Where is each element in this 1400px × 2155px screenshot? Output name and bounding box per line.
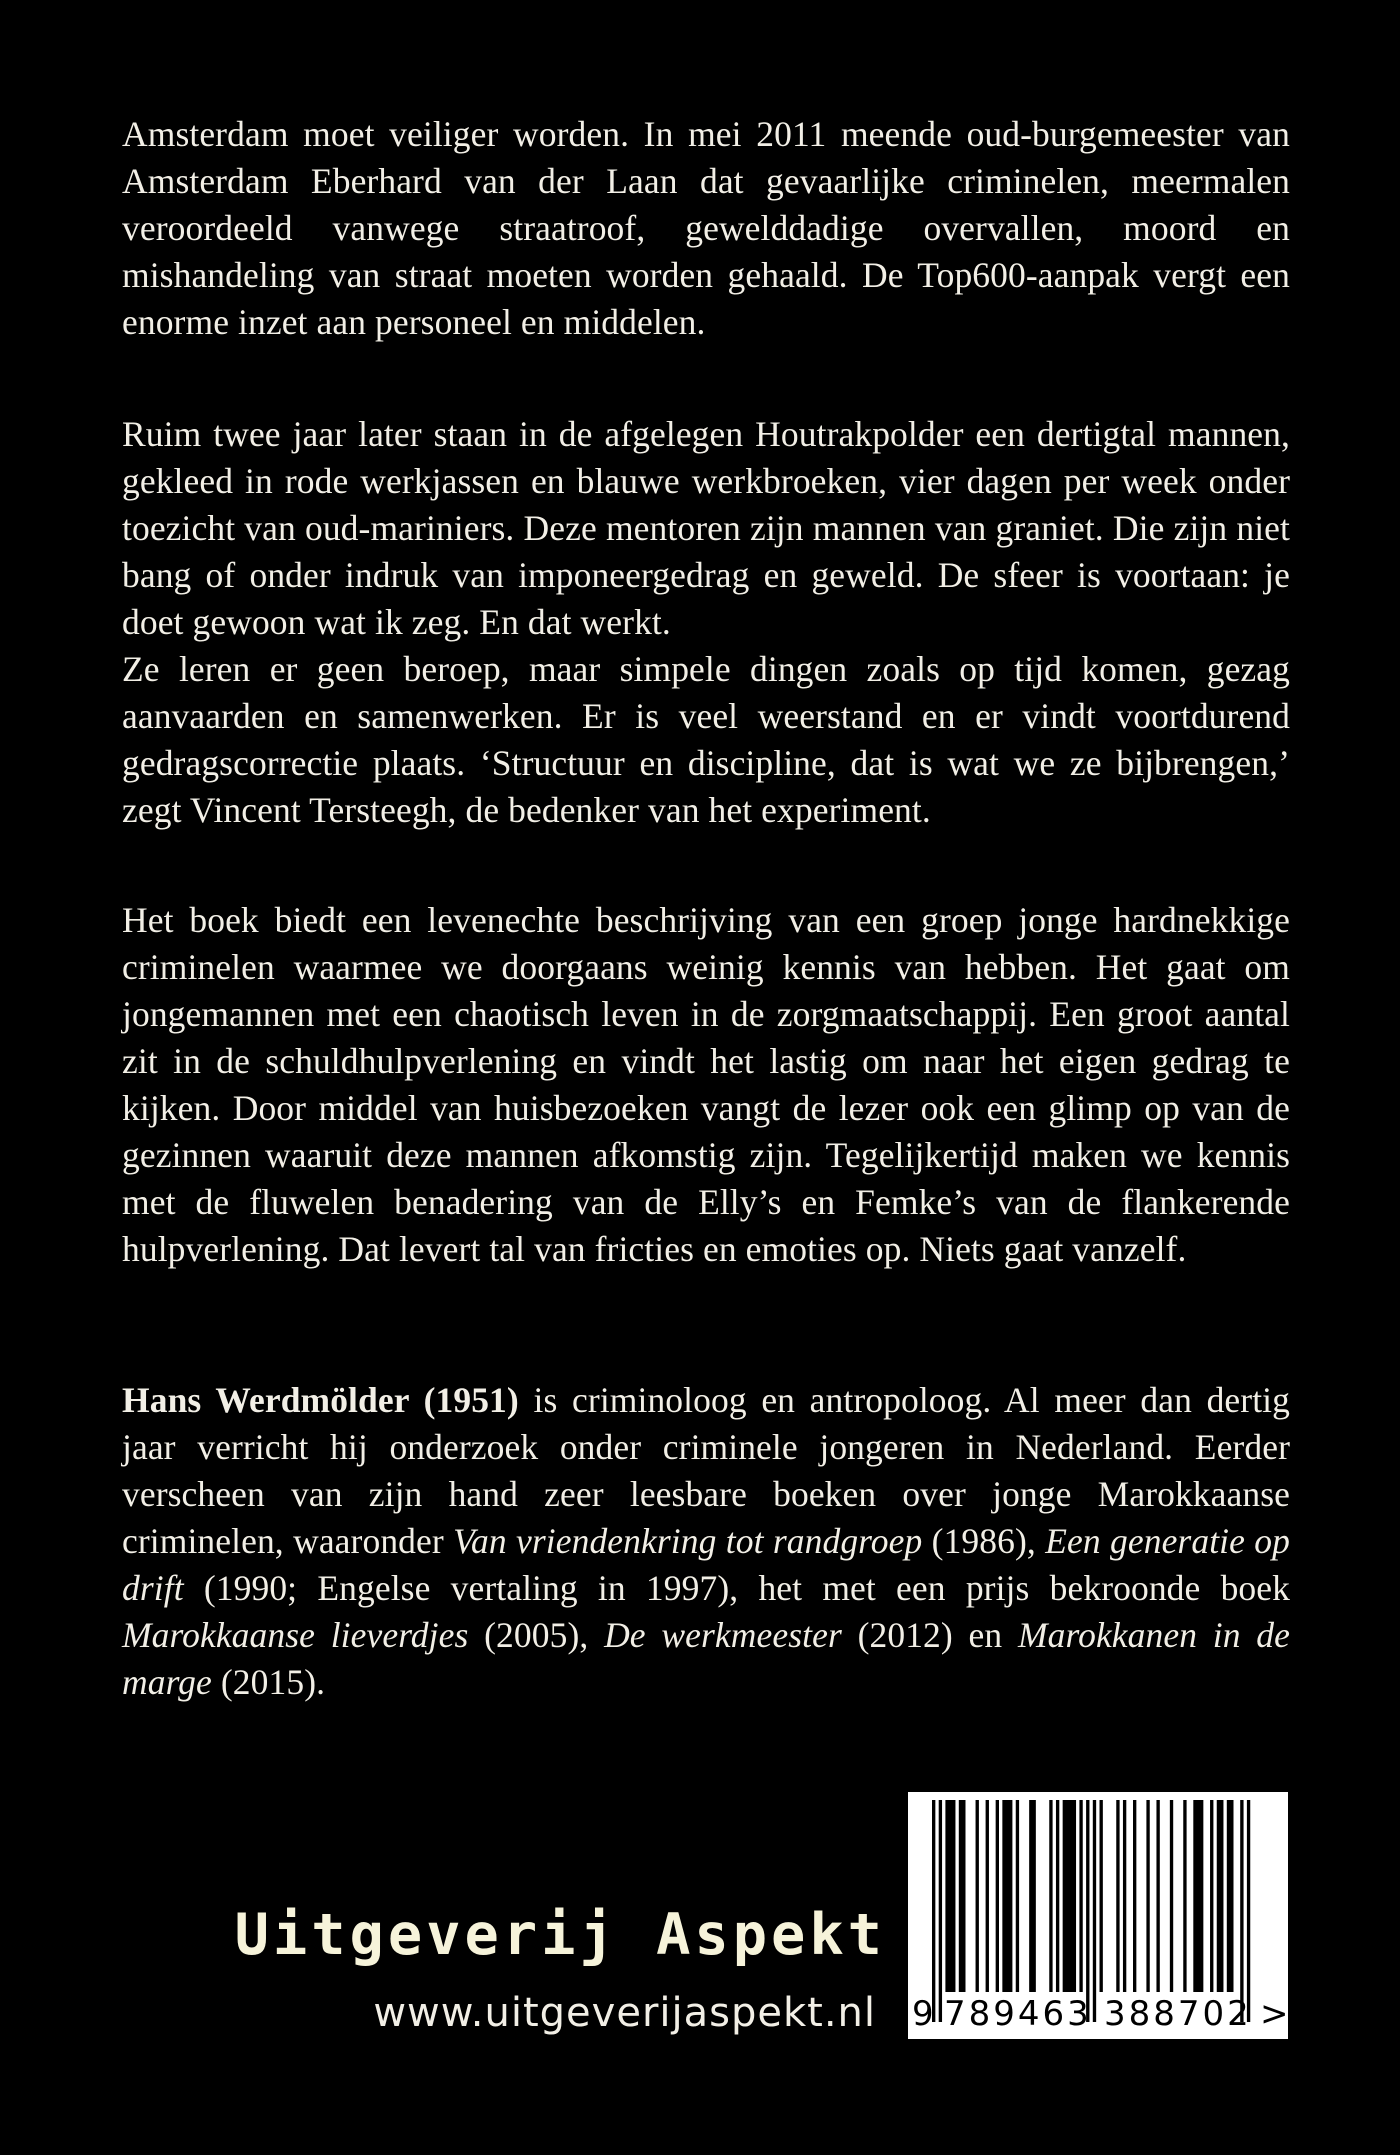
blurb-paragraph-2 — [122, 411, 1290, 834]
isbn-left-group: 789463 — [944, 1994, 1092, 2034]
isbn-barcode — [908, 1792, 1288, 2039]
isbn-right-group: 388702 — [1104, 1994, 1252, 2034]
publisher-url: www.uitgeverijaspekt.nl — [373, 1990, 876, 2036]
barcode-bar — [1029, 1800, 1036, 1992]
blurb-paragraph-3 — [122, 897, 1290, 1273]
author-bio — [122, 1377, 1290, 1706]
isbn-first-digit: 9 — [912, 1994, 934, 2034]
barcode-bar — [1210, 1800, 1213, 1992]
bio-text-segment: is criminoloog en antropoloog. Al meer dan dertig jaar verricht hij onderzoek onder criminele jongeren in Nederland. Eerder verscheen van zijn hand zeer leesbare boeken over jonge Marokkaanse criminelen, waaronder — [122, 1380, 1290, 1561]
book-title: Van vriendenkring tot randgroep — [453, 1521, 923, 1561]
book-title: Marokkaanse lieverdjes — [122, 1615, 469, 1655]
barcode-bar — [1123, 1800, 1126, 1992]
barcode-guard-bar — [939, 1800, 942, 2022]
barcode-bar — [1002, 1800, 1012, 1992]
barcode-guard-bar — [1086, 1800, 1089, 2022]
barcode-guard-bar — [1240, 1800, 1243, 2022]
barcode-bar — [1049, 1800, 1052, 1992]
isbn-quiet-zone-arrow: > — [1260, 1994, 1289, 2034]
bio-text-segment: (2015). — [211, 1662, 326, 1702]
blurb-text-2a: Ruim twee jaar later staan in de afgelegen Houtrakpolder een dertigtal mannen, gekleed in rode werkjassen en blauwe werkbroeken, vier dagen per week onder toezicht van oud-mariniers. Deze mentoren zijn mannen van graniet. Die zijn niet bang of onder indruk van imponeergedrag en geweld. De sfeer is voortaan: je doet gewoon wat ik zeg. En dat werkt. — [122, 414, 1290, 642]
blurb-paragraph-1 — [122, 111, 1290, 346]
blurb-text-3: Het boek biedt een levenechte beschrijving van een groep jonge hardnekkige criminelen waarmee we doorgaans weinig kennis van hebben. Het gaat om jongemannen met een chaotisch leven in de zorgmaatschappij. Een groot aantal zit in de schuldhulpverlening en vindt het lastig om naar het eigen gedrag te kijken. Door middel van huisbezoeken vangt de lezer ook een glimp op van de gezinnen waaruit deze mannen afkomstig zijn. Tegelijkertijd maken we kennis met de fluwelen benadering van de Elly’s en Femke’s van de flankerende hulpverlening. Dat levert tal van fricties en emoties op. Niets gaat vanzelf. — [122, 900, 1290, 1269]
barcode-bar — [1170, 1800, 1173, 1992]
publisher-logo: Uitgeverij Aspekt — [234, 1902, 886, 1968]
author-bio-text — [122, 1377, 1290, 1706]
barcode-bar — [1193, 1800, 1203, 1992]
barcode-bar — [1079, 1800, 1082, 1992]
barcode-bar — [1183, 1800, 1186, 1992]
barcode-bar — [1156, 1800, 1159, 1992]
barcode-bar — [1116, 1800, 1119, 1992]
barcode-bar — [945, 1800, 955, 1992]
barcode-guard-bar — [932, 1800, 935, 2022]
barcode-guard-bar — [1093, 1800, 1096, 2022]
barcode-bar — [976, 1800, 979, 1992]
barcode-bar — [959, 1800, 966, 1992]
bio-text-segment: (1986), — [922, 1521, 1046, 1561]
bio-text-segment: (2012) en — [841, 1615, 1018, 1655]
barcode-bar — [986, 1800, 989, 1992]
barcode-bar — [1217, 1800, 1224, 1992]
barcode-bar — [1056, 1800, 1059, 1992]
book-title: De werkmeester — [604, 1615, 842, 1655]
barcode-bar — [1100, 1800, 1103, 1992]
barcode-digits — [908, 1992, 1288, 2038]
barcode-guard-bar — [1247, 1800, 1250, 2022]
bio-text-segment: (1990; Engelse vertaling in 1997), het met een prijs bekroonde boek — [183, 1568, 1290, 1608]
bio-text-segment: (2005), — [468, 1615, 605, 1655]
barcode-bar — [1063, 1800, 1076, 1992]
book-title: Een generatie op drift — [122, 1521, 1291, 1608]
book-title: Marokkanen in de marge — [122, 1615, 1290, 1702]
blurb-text-1: Amsterdam moet veiliger worden. In mei 2011 meende oud-burgemeester van Amsterdam Eberhard van der Laan dat gevaarlijke criminelen, meermalen veroordeeld vanwege straatroof, gewelddadige overvallen, moord en mishandeling van straat moeten worden gehaald. De Top600-aanpak vergt een enorme inzet aan personeel en middelen. — [122, 114, 1290, 342]
barcode-bar — [1133, 1800, 1136, 1992]
barcode-bar — [996, 1800, 999, 1992]
blurb-text-2b: Ze leren er geen beroep, maar simpele dingen zoals op tijd komen, gezag aanvaarden en samenwerken. Er is veel weerstand en er vindt voortdurend gedragscorrectie plaats. ‘Structuur en discipline, dat is wat we ze bijbrengen,’ zegt Vincent Tersteegh, de bedenker van het experiment. — [122, 649, 1290, 830]
barcode-bar — [1146, 1800, 1149, 1992]
author-name: Hans Werdmölder (1951) — [122, 1380, 519, 1420]
barcode-bar — [1227, 1800, 1234, 1992]
barcode-bar — [1016, 1800, 1019, 1992]
